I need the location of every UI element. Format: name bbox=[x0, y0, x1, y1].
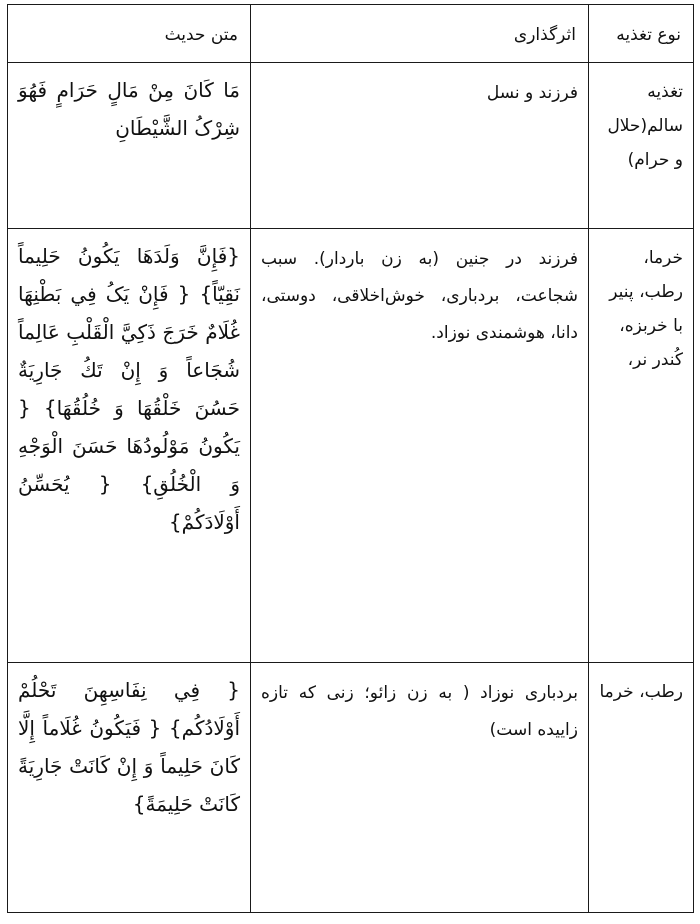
hadith-cell bbox=[8, 229, 251, 663]
food-type-cell bbox=[589, 229, 694, 663]
food-type-text: تغذیه سالم(حلال و حرام) bbox=[607, 82, 683, 170]
food-type-cell bbox=[589, 63, 694, 229]
hadith-text: مَا کَانَ مِنْ مَالٍ حَرَامٍ فَهُوَ شِرْکُ الشَّیْطَانِ bbox=[18, 78, 240, 140]
effect-cell bbox=[251, 229, 589, 663]
effect-text: فرزند و نسل bbox=[486, 83, 578, 103]
header-food-type bbox=[589, 5, 694, 63]
hadith-cell bbox=[8, 63, 251, 229]
table-row bbox=[8, 63, 694, 229]
hadith-text: { فِي نِفَاسِهِنَ تَحْلُمْ أَوْلَادُکُم} { فَیَکُونُ غُلَاماً إِلَّا کَانَ حَلِیماً وَ إِنْ کَانَتْ جَارِیَةً کَانَتْ حَلِیمَةً} bbox=[18, 678, 240, 816]
table-header-row bbox=[8, 5, 694, 63]
hadith-nutrition-table bbox=[7, 4, 694, 913]
effect-text: فرزند در جنین (به زن باردار). سبب شجاعت، بردباری، خوش‌اخلاقی، دوستی، دانا، هوشمندی نوزاد. bbox=[261, 249, 578, 343]
effect-cell bbox=[251, 663, 589, 913]
food-type-text: رطب، خرما bbox=[599, 682, 683, 702]
header-effect-label: اثرگذاری bbox=[513, 25, 576, 45]
table-row bbox=[8, 663, 694, 913]
table-row bbox=[8, 229, 694, 663]
food-type-cell bbox=[589, 663, 694, 913]
hadith-text: {فَإِنَّ وَلَدَهَا یَکُونُ حَلِیماً نَقِیّاً} { فَإِنْ یَکُ فِي بَطْنِهَا غُلَامٌ خَرَجَ ذَکِيَّ الْقَلْبِ عَالِماً شُجَاعاً وَ إِنْ تَكُ جَارِيَةٌ حَسُنَ خَلْقُهَا وَ خُلُقُهَا} { يَکُونُ مَوْلُودُهَا حَسَنَ الْوَجْهِ وَ الْخُلُقِ} { يُحَسِّنُ أَوْلَادَکُمْ} bbox=[18, 244, 240, 534]
header-effect bbox=[251, 5, 589, 63]
effect-text: بردباری نوزاد ( به زن زائو؛ زنی که تازه زاییده است) bbox=[261, 683, 578, 740]
header-hadith bbox=[8, 5, 251, 63]
header-hadith-label: متن حدیث bbox=[164, 25, 238, 45]
header-food-type-label: نوع تغذیه bbox=[616, 25, 681, 45]
effect-cell bbox=[251, 63, 589, 229]
food-type-text: خرما، رطب، پنیر با خربزه، کُندر نر، bbox=[609, 248, 683, 370]
hadith-cell bbox=[8, 663, 251, 913]
